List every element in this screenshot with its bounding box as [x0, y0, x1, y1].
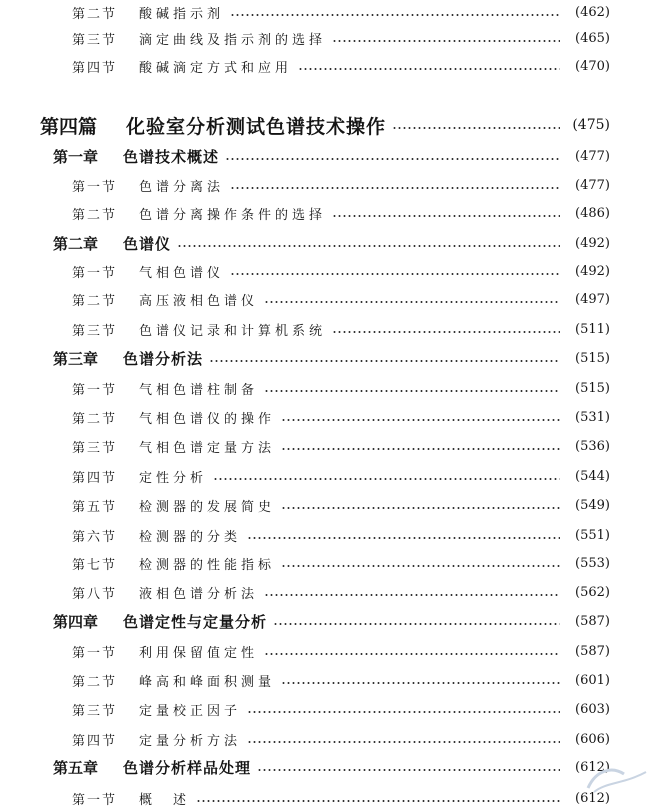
- dot-leader: [332, 40, 560, 42]
- toc-entry-title: 色谱分析样品处理: [123, 758, 252, 777]
- toc-entry-title: 色谱仪记录和计算机系统: [139, 323, 327, 339]
- toc-page-number: (465): [575, 30, 610, 46]
- dot-leader: [281, 448, 560, 450]
- toc-page-number: (497): [575, 291, 610, 307]
- toc-page-number: (536): [575, 438, 610, 454]
- dot-leader: [230, 14, 560, 16]
- toc-section-row: [0, 464, 658, 488]
- toc-part-row: [0, 113, 658, 137]
- toc-page-number: (612): [575, 790, 610, 806]
- toc-section-row: [0, 376, 658, 400]
- dot-leader: [264, 301, 560, 303]
- toc-entry-number: 第四节: [72, 60, 118, 76]
- toc-entry-title: 定量校正因子: [139, 703, 242, 719]
- toc-section-row: [0, 287, 658, 311]
- toc-section-row: [0, 26, 658, 50]
- toc-chapter-row: [0, 144, 658, 168]
- toc-entry-number: 第七节: [72, 557, 118, 573]
- toc-entry-number: 第二节: [72, 293, 118, 309]
- toc-entry-number: 第四节: [72, 733, 118, 749]
- toc-entry-title: 气相色谱定量方法: [139, 440, 276, 456]
- toc-entry-title: 色谱分离法: [139, 179, 225, 195]
- toc-chapter-row: [0, 609, 658, 633]
- toc-entry-number: 第三节: [72, 440, 118, 456]
- toc-entry-title: 定量分析方法: [139, 733, 242, 749]
- toc-section-row: [0, 580, 658, 604]
- toc-page-number: (486): [575, 205, 610, 221]
- toc-entry-number: 第二节: [72, 207, 118, 223]
- dot-leader: [264, 594, 560, 596]
- toc-page-number: (553): [575, 555, 610, 571]
- toc-page-number: (511): [575, 321, 610, 337]
- toc-entry-title: 气相色谱仪: [139, 265, 225, 281]
- toc-entry-number: 第二节: [72, 411, 118, 427]
- toc-section-row: [0, 523, 658, 547]
- dot-leader: [281, 419, 560, 421]
- dot-leader: [257, 769, 560, 771]
- toc-page-number: (475): [572, 117, 610, 133]
- toc-entry-title: 色谱技术概述: [123, 147, 220, 166]
- toc-page-number: (612): [575, 759, 610, 775]
- toc-page-number: (515): [575, 350, 610, 366]
- dot-leader: [177, 245, 560, 247]
- toc-entry-number: 第四章: [53, 612, 99, 631]
- toc-entry-title: 高压液相色谱仪: [139, 293, 259, 309]
- dot-leader: [281, 682, 560, 684]
- dot-leader: [298, 68, 560, 70]
- toc-entry-number: 第四节: [72, 470, 118, 486]
- toc-entry-title: 液相色谱分析法: [139, 586, 259, 602]
- dot-leader: [247, 711, 560, 713]
- toc-page-number: (549): [575, 497, 610, 513]
- dot-leader: [273, 623, 560, 625]
- dot-leader: [247, 741, 560, 743]
- toc-entry-number: 第二节: [72, 6, 118, 22]
- toc-page-number: (470): [575, 58, 610, 74]
- dot-leader: [332, 331, 560, 333]
- toc-entry-number: 第三节: [72, 703, 118, 719]
- toc-entry-title: 滴定曲线及指示剂的选择: [139, 32, 327, 48]
- toc-section-row: [0, 786, 658, 810]
- toc-entry-title: 色谱分离操作条件的选择: [139, 207, 327, 223]
- toc-section-row: [0, 551, 658, 575]
- toc-page-number: (531): [575, 409, 610, 425]
- toc-page-number: (551): [575, 527, 610, 543]
- toc-entry-title: 利用保留值定性: [139, 645, 259, 661]
- toc-entry-number: 第三节: [72, 32, 118, 48]
- dot-leader: [209, 360, 560, 362]
- toc-chapter-row: [0, 346, 658, 370]
- toc-entry-number: 第一节: [72, 645, 118, 661]
- toc-section-row: [0, 317, 658, 341]
- toc-section-row: [0, 434, 658, 458]
- toc-page-number: (477): [575, 177, 610, 193]
- toc-page-number: (606): [575, 731, 610, 747]
- dot-leader: [264, 390, 560, 392]
- toc-section-row: [0, 0, 658, 24]
- toc-page-number: (601): [575, 672, 610, 688]
- toc-entry-title: 峰高和峰面积测量: [139, 674, 276, 690]
- toc-entry-number: 第一节: [72, 792, 118, 808]
- dot-leader: [230, 187, 560, 189]
- toc-entry-number: 第一节: [72, 382, 118, 398]
- toc-section-row: [0, 639, 658, 663]
- toc-entry-number: 第四篇: [40, 115, 98, 138]
- dot-leader: [332, 215, 560, 217]
- toc-page-number: (587): [575, 643, 610, 659]
- toc-section-row: [0, 668, 658, 692]
- toc-entry-number: 第五章: [53, 758, 99, 777]
- toc-entry-number: 第一节: [72, 179, 118, 195]
- toc-entry-number: 第八节: [72, 586, 118, 602]
- toc-page-number: (492): [575, 263, 610, 279]
- toc-entry-number: 第三节: [72, 323, 118, 339]
- dot-leader: [196, 800, 560, 802]
- toc-section-row: [0, 259, 658, 283]
- toc-entry-title: 定性分析: [139, 470, 208, 486]
- toc-page-number: (603): [575, 701, 610, 717]
- toc-entry-number: 第六节: [72, 529, 118, 545]
- toc-entry-title: 色谱仪: [123, 234, 172, 253]
- toc-entry-title: 气相色谱仪的操作: [139, 411, 276, 427]
- watermark-logo: [584, 762, 652, 798]
- toc-entry-title: 气相色谱柱制备: [139, 382, 259, 398]
- toc-page-number: (477): [575, 148, 610, 164]
- toc-page-number: (462): [575, 4, 610, 20]
- toc-entry-number: 第五节: [72, 499, 118, 515]
- watermark-swoosh-icon: [584, 762, 652, 798]
- toc-section-row: [0, 201, 658, 225]
- dot-leader: [213, 478, 560, 480]
- dot-leader: [264, 653, 560, 655]
- toc-section-row: [0, 54, 658, 78]
- toc-section-row: [0, 173, 658, 197]
- dot-leader: [281, 565, 560, 567]
- dot-leader: [281, 507, 560, 509]
- toc-chapter-row: [0, 231, 658, 255]
- toc-entry-title: 概 述: [139, 792, 191, 808]
- toc-section-row: [0, 697, 658, 721]
- toc-entry-title: 色谱定性与定量分析: [123, 612, 268, 631]
- toc-page-number: (544): [575, 468, 610, 484]
- toc-entry-title: 检测器的性能指标: [139, 557, 276, 573]
- dot-leader: [392, 127, 560, 129]
- toc-section-row: [0, 727, 658, 751]
- dot-leader: [230, 273, 560, 275]
- toc-page-number: (492): [575, 235, 610, 251]
- dot-leader: [247, 537, 560, 539]
- toc-entry-title: 检测器的发展简史: [139, 499, 276, 515]
- toc-entry-number: 第一节: [72, 265, 118, 281]
- toc-entry-title: 检测器的分类: [139, 529, 242, 545]
- toc-entry-number: 第二节: [72, 674, 118, 690]
- dot-leader: [225, 158, 560, 160]
- toc-entry-title: 色谱分析法: [123, 349, 204, 368]
- toc-entry-number: 第一章: [53, 147, 99, 166]
- toc-page-number: (515): [575, 380, 610, 396]
- toc-entry-title: 酸碱指示剂: [139, 6, 225, 22]
- toc-entry-title: 酸碱滴定方式和应用: [139, 60, 293, 76]
- toc-page-number: (587): [575, 613, 610, 629]
- toc-section-row: [0, 493, 658, 517]
- toc-page-number: (562): [575, 584, 610, 600]
- toc-entry-title: 化验室分析测试色谱技术操作: [126, 115, 387, 138]
- toc-entry-number: 第三章: [53, 349, 99, 368]
- toc-entry-number: 第二章: [53, 234, 99, 253]
- toc-chapter-row: [0, 755, 658, 779]
- toc-section-row: [0, 405, 658, 429]
